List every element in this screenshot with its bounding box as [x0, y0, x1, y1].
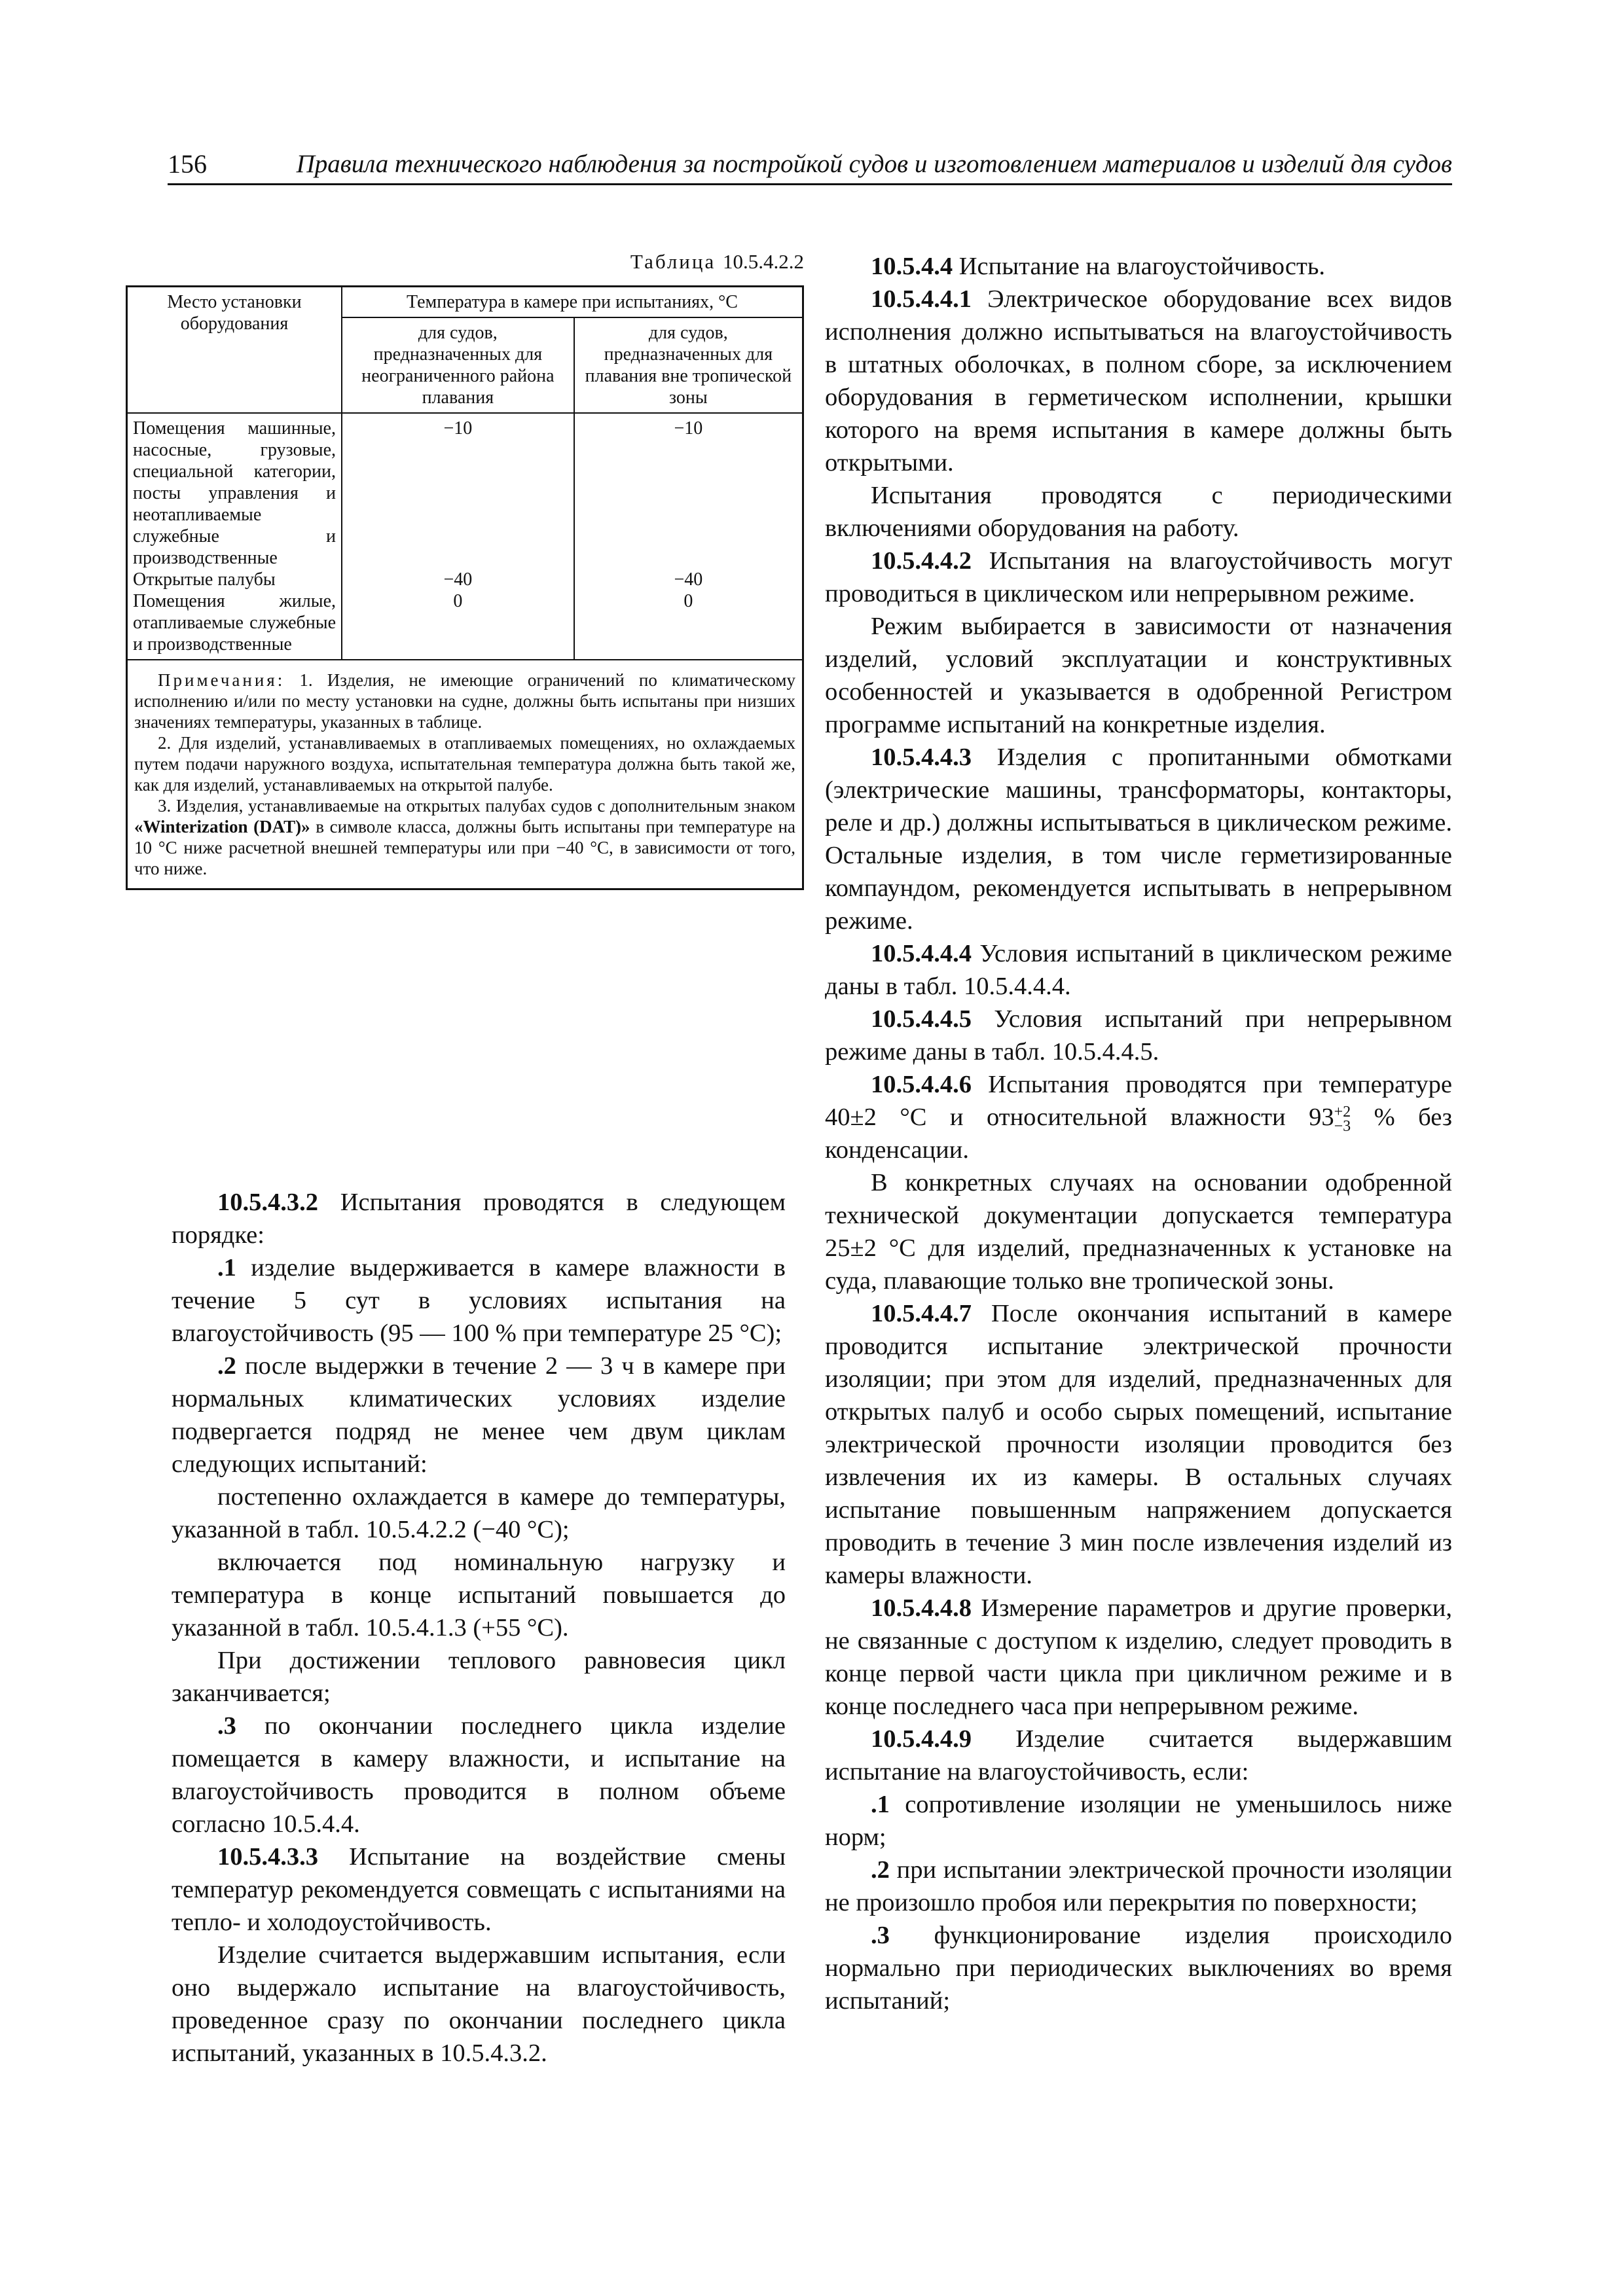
table-caption [576, 250, 804, 274]
note-2: 2. Для изделий, устанавливаемых в отапливаемых помещениях, но охлаждаемых путем подачи наружного воздуха, испытательная температура должна быть такой же, как для изделий, устанавливаемых на открытой палубе. [134, 733, 795, 795]
value-engine-rooms-tropic: −10 [674, 418, 703, 439]
criterion-2: .2 при испытании электрической прочности изоляции не произошло пробоя или перекрытия по поверхности; [825, 1856, 1452, 1917]
step-2-equilibrium: При достижении теплового равновесия цикл заканчивается; [172, 1647, 786, 1707]
value-engine-rooms-unlimited: −10 [443, 418, 473, 439]
paragraph-10-5-4-4-5: 10.5.4.4.5 Условия испытаний при непрерывном режиме даны в табл. 10.5.4.4.5. [825, 1005, 1452, 1066]
step-2-cooling: постепенно охлаждается в камере до температуры, указанной в табл. 10.5.4.2.2 (−40 °С); [172, 1483, 786, 1543]
humidity-upper-tolerance: +2 [1334, 1103, 1351, 1121]
table-notes [127, 660, 803, 889]
page-number: 156 [168, 149, 207, 179]
running-title: Правила технического наблюдения за постройкой судов и изготовлением материалов и изделий для судов [296, 150, 1452, 178]
paragraph-10-5-4-4-9: 10.5.4.4.9 Изделие считается выдержавшим испытание на влагоустойчивость, если: [825, 1725, 1452, 1786]
step-2: .2 после выдержки в течение 2 — 3 ч в камере при нормальных климатических условиях изделие подвергается подряд не менее чем двум циклам следующих испытаний: [172, 1352, 786, 1478]
value-accommodation-tropic: 0 [684, 591, 693, 611]
outside-tropic-values-cell [574, 413, 803, 660]
step-3: .3 по окончании последнего цикла изделие помещается в камеру влажности, и испытание на влагоустойчивость проводится в полном объеме согласно 10.5.4.4. [172, 1712, 786, 1838]
table-caption-number: 10.5.4.2.2 [723, 250, 804, 273]
paragraph-10-5-4-4: 10.5.4.4 Испытание на влагоустойчивость. [871, 253, 1326, 280]
humidity-lower-tolerance: −3 [1334, 1118, 1351, 1136]
header-temperature: Температура в камере при испытаниях, °С [342, 287, 803, 318]
right-column [825, 250, 1452, 2017]
paragraph-10-5-4-4-8: 10.5.4.4.8 Измерение параметров и другие проверки, не связанные с доступом к изделию, следует проводить в конце первой части цикла при цикличном режиме и в конце последнего часа при непрерывном режиме. [825, 1594, 1452, 1721]
winterization-mark: «Winterization (DAT)» [134, 817, 310, 836]
paragraph-10-5-4-4-2: 10.5.4.4.2 Испытания на влагоустойчивость могут проводиться в циклическом или непрерывном режиме. [825, 547, 1452, 607]
location-open-decks: Открытые палубы [133, 569, 276, 590]
criterion-1: .1 сопротивление изоляции не уменьшилось ниже норм; [825, 1791, 1452, 1852]
left-column [172, 1186, 786, 2070]
header-unlimited-area: для судов, предназначенных для неограниченного района плавания [342, 317, 574, 413]
paragraph-10-5-4-4-1: 10.5.4.4.1 Электрическое оборудование всех видов исполнения должно испытываться на влагоустойчивость в штатных оболочках, в полном сборе, за исключением оборудования в герметическом исполнении, крышки которого на время испытания в камере должны быть открытыми. [825, 285, 1452, 476]
note-1: Примечания: 1. Изделия, не имеющие ограничений по климатическому исполнению и/или по месту установки на судне, должны быть испытаны при низших значениях температуры, указанных в таблице. [134, 670, 795, 732]
step-1: .1 изделие выдерживается в камере влажности в течение 5 сут в условиях испытания на влагоустойчивость (95 — 100 % при температуре 25 °С); [172, 1254, 786, 1347]
paragraph-mode-selection: Режим выбирается в зависимости от назначения изделий, условий эксплуатации и конструктивных особенностей и указывается в одобренной Регистром программе испытаний на конкретные изделия. [825, 613, 1452, 738]
note-3: 3. Изделия, устанавливаемые на открытых палубах судов с дополнительным знаком «Winterization (DAT)» в символе класса, должны быть испытаны при температуре на 10 °С ниже расчетной внешней температуры или при −40 °С, в зависимости от того, что ниже. [134, 796, 796, 878]
table-notes-row [127, 660, 803, 889]
paragraph-10-5-4-4-4: 10.5.4.4.4 Условия испытаний в циклическом режиме даны в табл. 10.5.4.4.4. [825, 940, 1452, 1000]
value-open-decks-tropic: −40 [674, 569, 703, 590]
notes-label: Примечания: [158, 670, 285, 690]
paragraph-10-5-4-4-6: 10.5.4.4.6 Испытания проводятся при температуре 40±2 °С и относительной влажности 93 +2 −3 % без конденсации. [825, 1071, 1453, 1164]
temperature-table [126, 285, 804, 890]
header-location: Место установки оборудования [127, 287, 342, 414]
location-cell [127, 413, 342, 660]
unlimited-values-cell [342, 413, 574, 660]
table-header-row [127, 287, 803, 318]
step-2-heating: включается под номинальную нагрузку и температура в конце испытаний повышается до указанной в табл. 10.5.4.1.3 (+55 °С). [172, 1549, 786, 1641]
table-caption-label: Таблица [630, 250, 716, 273]
paragraph-10-5-4-3-3: 10.5.4.3.3 Испытание на воздействие смены температур рекомендуется совмещать с испытаниями на тепло- и холодоустойчивость. [172, 1843, 786, 1936]
paragraph-periodic-switching: Испытания проводятся с периодическими включениями оборудования на работу. [825, 482, 1452, 542]
page-header [168, 148, 1452, 185]
location-engine-rooms: Помещения машинные, насосные, грузовые, специальной категории, посты управления и неотапливаемые служебные и производственные [133, 418, 336, 568]
table-body-row [127, 413, 803, 660]
paragraph-special-cases: В конкретных случаях на основании одобренной технической документации допускается температура 25±2 °С для изделий, предназначенных к установке на суда, плавающие только вне тропической зоны. [825, 1169, 1452, 1295]
paragraph-10-5-4-3-2: 10.5.4.3.2 Испытания проводятся в следующем порядке: [172, 1189, 786, 1249]
value-accommodation-unlimited: 0 [453, 591, 463, 611]
value-open-decks-unlimited: −40 [443, 569, 473, 590]
paragraph-pass-criteria: Изделие считается выдержавшим испытания, если оно выдержало испытание на влагоустойчивость, проведенное сразу по окончании последнего цикла испытаний, указанных в 10.5.4.3.2. [172, 1941, 786, 2067]
header-outside-tropic: для судов, предназначенных для плавания вне тропической зоны [574, 317, 803, 413]
location-accommodation: Помещения жилые, отапливаемые служебные и производственные [133, 591, 336, 655]
paragraph-10-5-4-4-7: 10.5.4.4.7 После окончания испытаний в камере проводится испытание электрической прочности изоляции; при этом для изделий, предназначенных для открытых палуб и особо сырых помещений, испытание электрической прочности изоляции проводится без извлечения их из камеры. В остальных случаях испытание повышенным напряжением допускается проводить в течение 3 мин после извлечения изделий из камеры влажности. [825, 1300, 1452, 1590]
paragraph-10-5-4-4-3: 10.5.4.4.3 Изделия с пропитанными обмотками (электрические машины, трансформаторы, контакторы, реле и др.) должны испытываться в циклическом режиме. Остальные изделия, в том числе герметизированные компаундом, рекомендуется испытывать в непрерывном режиме. [825, 744, 1452, 935]
criterion-3: .3 функционирование изделия происходило нормально при периодических выключениях во время испытаний; [825, 1922, 1452, 2015]
